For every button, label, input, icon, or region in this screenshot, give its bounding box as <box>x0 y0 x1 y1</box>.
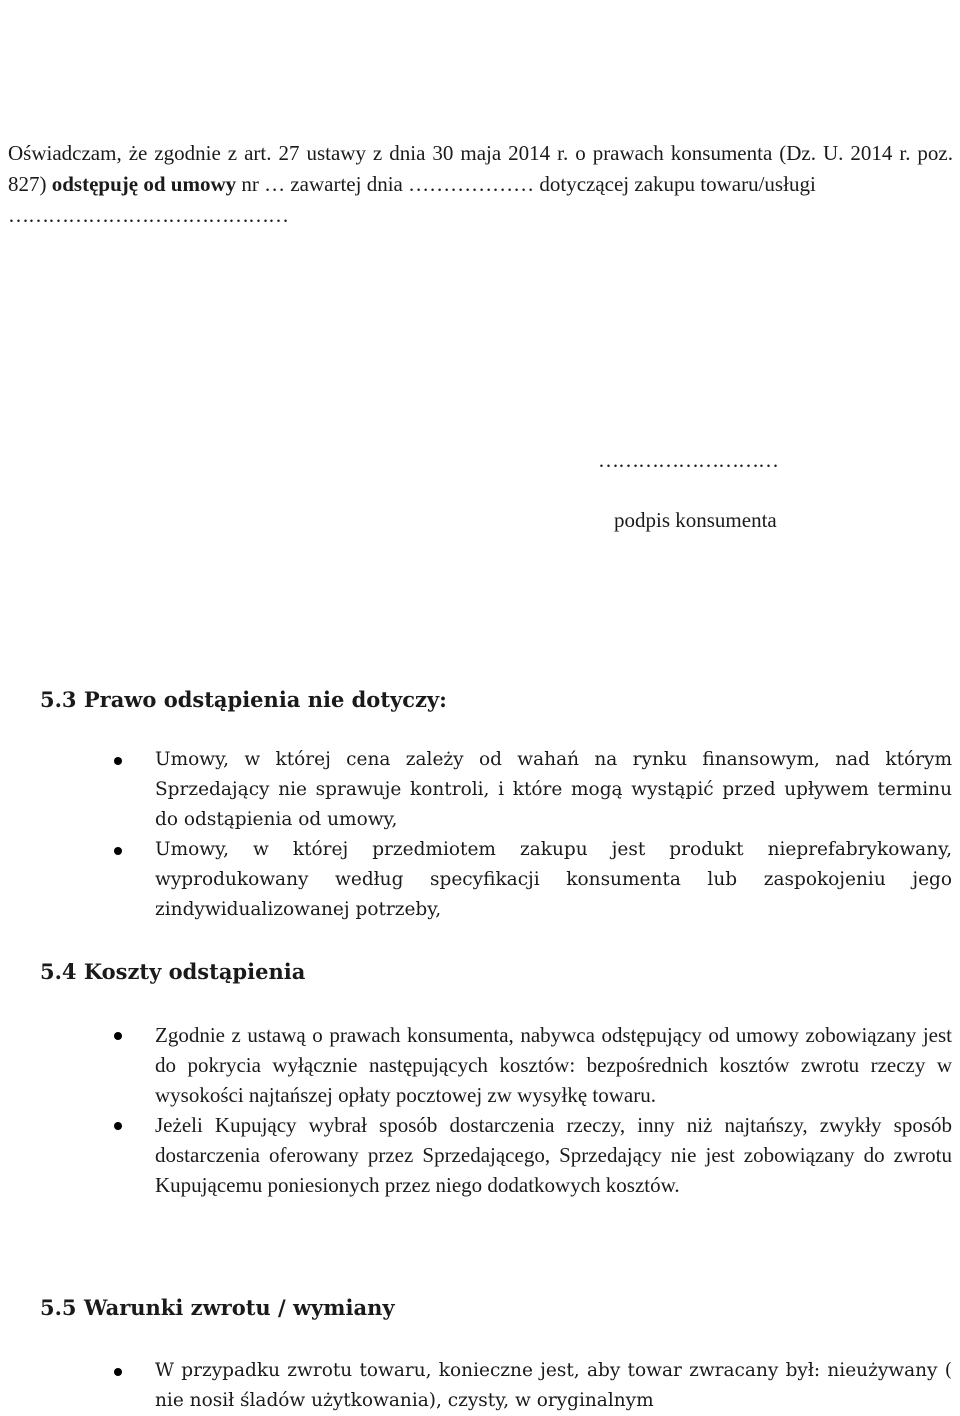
list-item <box>0 1356 952 1416</box>
bullet-icon <box>114 1122 122 1130</box>
section-5-4-list <box>0 1020 960 1200</box>
list-item <box>0 745 952 835</box>
signature-dots: ……………………… <box>598 448 778 472</box>
list-item-text: Umowy, w której przedmiotem zakupu jest produkt nieprefabrykowany, wyprodukowany według specyfikacji konsumenta lub zaspokojeniu jego zindywidualizowanej potrzeby, <box>155 839 952 920</box>
fill-in-dots-line: …………………………………… <box>8 203 288 227</box>
list-item <box>0 1110 952 1200</box>
section-5-5-list <box>0 1356 960 1416</box>
section-heading-5-4: 5.4 Koszty odstąpienia <box>40 959 306 984</box>
list-item-text: Umowy, w której cena zależy od wahań na rynku finansowym, nad którym Sprzedający nie sprawuje kontroli, i które mogą wystąpić przed upływem terminu do odstąpienia od umowy, <box>155 749 952 830</box>
list-item-text: W przypadku zwrotu towaru, konieczne jest, aby towar zwracany był: nieużywany ( nie nosił śladów użytkowania), czysty, w oryginalnym <box>155 1360 952 1411</box>
list-item <box>0 1020 952 1110</box>
list-item-text: Zgodnie z ustawą o prawach konsumenta, nabywca odstępujący od umowy zobowiązany jest do pokrycia wyłącznie następujących kosztów: bezpośrednich kosztów zwrotu rzeczy w wysokości najtańszej opłaty pocztowej zw wysyłkę towaru. <box>155 1023 952 1107</box>
declaration-paragraph <box>8 138 953 231</box>
list-item <box>0 835 952 925</box>
signature-block <box>598 448 778 532</box>
bullet-icon <box>114 847 122 855</box>
signature-label: podpis konsumenta <box>614 508 777 532</box>
bullet-icon <box>114 1032 122 1040</box>
declaration-text-start: Oświadczam, że zgodnie z art. 27 ustawy z dnia 30 maja 2014 r. o prawach konsumenta (Dz. U. 2014 r. poz. 827) <box>8 141 953 196</box>
list-item-text: Jeżeli Kupujący wybrał sposób dostarczenia rzeczy, inny niż najtańszy, zwykły sposób dostarczenia oferowany przez Sprzedającego, Sprzedający nie jest zobowiązany do zwrotu Kupującemu poniesionych przez niego dodatkowych kosztów. <box>155 1113 952 1197</box>
section-heading-5-5: 5.5 Warunki zwrotu / wymiany <box>40 1295 395 1320</box>
declaration-text-end: nr … zawartej dnia ……………… dotyczącej zakupu towaru/usługi <box>236 172 816 196</box>
bullet-icon <box>114 1368 122 1376</box>
declaration-bold-text: odstępuję od umowy <box>51 172 237 196</box>
bullet-icon <box>114 757 122 765</box>
section-5-3-list <box>0 745 960 925</box>
section-heading-5-3: 5.3 Prawo odstąpienia nie dotyczy: <box>40 687 447 712</box>
